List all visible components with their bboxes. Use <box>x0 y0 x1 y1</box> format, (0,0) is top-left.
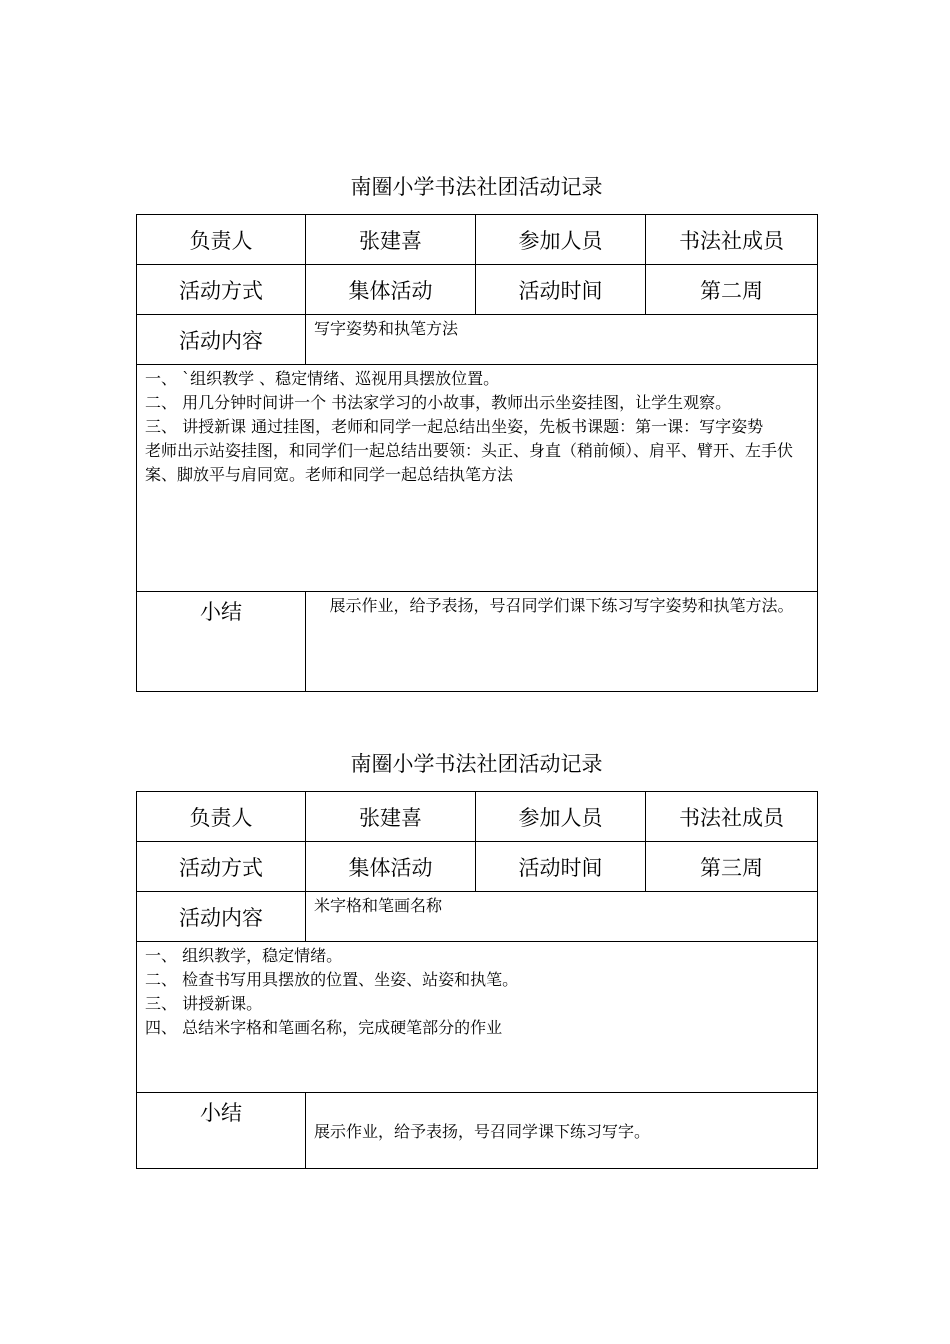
table-row <box>137 892 818 942</box>
body-line: 老师出示站姿挂图，和同学们一起总结出要领：头正、身直（稍前倾）、肩平、臂开、左手伏案、脚放平与肩同宽。老师和同学一起总结执笔方法 <box>145 441 794 484</box>
record-title: 南圈小学书法社团活动记录 <box>350 752 603 776</box>
body-line: 一、 组织教学，稳定情绪。 <box>145 946 343 965</box>
participants-value: 书法社成员 <box>646 215 818 265</box>
mode-value: 集体活动 <box>306 842 476 892</box>
table-row <box>137 842 818 892</box>
summary-label: 小结 <box>137 592 306 692</box>
content-value: 写字姿势和执笔方法 <box>306 315 818 365</box>
table-row <box>137 1093 818 1169</box>
time-value: 第三周 <box>646 842 818 892</box>
participants-value: 书法社成员 <box>646 792 818 842</box>
summary-text: 展示作业，给予表扬，号召同学课下练习写字。 <box>306 1093 818 1169</box>
body-line: 三、 讲授新课 通过挂图，老师和同学一起总结出坐姿，先板书课题：第一课：写字姿势 <box>145 417 764 436</box>
body-line: 四、 总结米字格和笔画名称，完成硬笔部分的作业 <box>145 1018 503 1037</box>
time-value: 第二周 <box>646 265 818 315</box>
record-table <box>136 214 818 692</box>
leader-value: 张建喜 <box>306 792 476 842</box>
body-line: 一、 `组织教学 、稳定情绪、巡视用具摆放位置。 <box>145 369 500 388</box>
participants-label: 参加人员 <box>476 792 646 842</box>
table-row <box>137 365 818 592</box>
activity-body <box>137 942 818 1093</box>
table-row <box>137 792 818 842</box>
activity-body <box>137 365 818 592</box>
mode-label: 活动方式 <box>137 842 306 892</box>
time-label: 活动时间 <box>476 265 646 315</box>
leader-value: 张建喜 <box>306 215 476 265</box>
summary-text: 展示作业，给予表扬，号召同学们课下练习写字姿势和执笔方法。 <box>306 592 818 692</box>
table-row <box>137 215 818 265</box>
content-value: 米字格和笔画名称 <box>306 892 818 942</box>
participants-label: 参加人员 <box>476 215 646 265</box>
leader-label: 负责人 <box>137 215 306 265</box>
body-line: 二、 检查书写用具摆放的位置、坐姿、站姿和执笔。 <box>145 970 519 989</box>
summary-label: 小结 <box>137 1093 306 1169</box>
mode-label: 活动方式 <box>137 265 306 315</box>
record-title: 南圈小学书法社团活动记录 <box>350 175 603 199</box>
time-label: 活动时间 <box>476 842 646 892</box>
content-label: 活动内容 <box>137 892 306 942</box>
table-row <box>137 315 818 365</box>
mode-value: 集体活动 <box>306 265 476 315</box>
record-table <box>136 791 818 1169</box>
table-row <box>137 592 818 692</box>
content-label: 活动内容 <box>137 315 306 365</box>
body-line: 二、 用几分钟时间讲一个 书法家学习的小故事，教师出示坐姿挂图，让学生观察。 <box>145 393 732 412</box>
leader-label: 负责人 <box>137 792 306 842</box>
table-row <box>137 942 818 1093</box>
table-row <box>137 265 818 315</box>
body-line: 三、 讲授新课。 <box>145 994 263 1013</box>
